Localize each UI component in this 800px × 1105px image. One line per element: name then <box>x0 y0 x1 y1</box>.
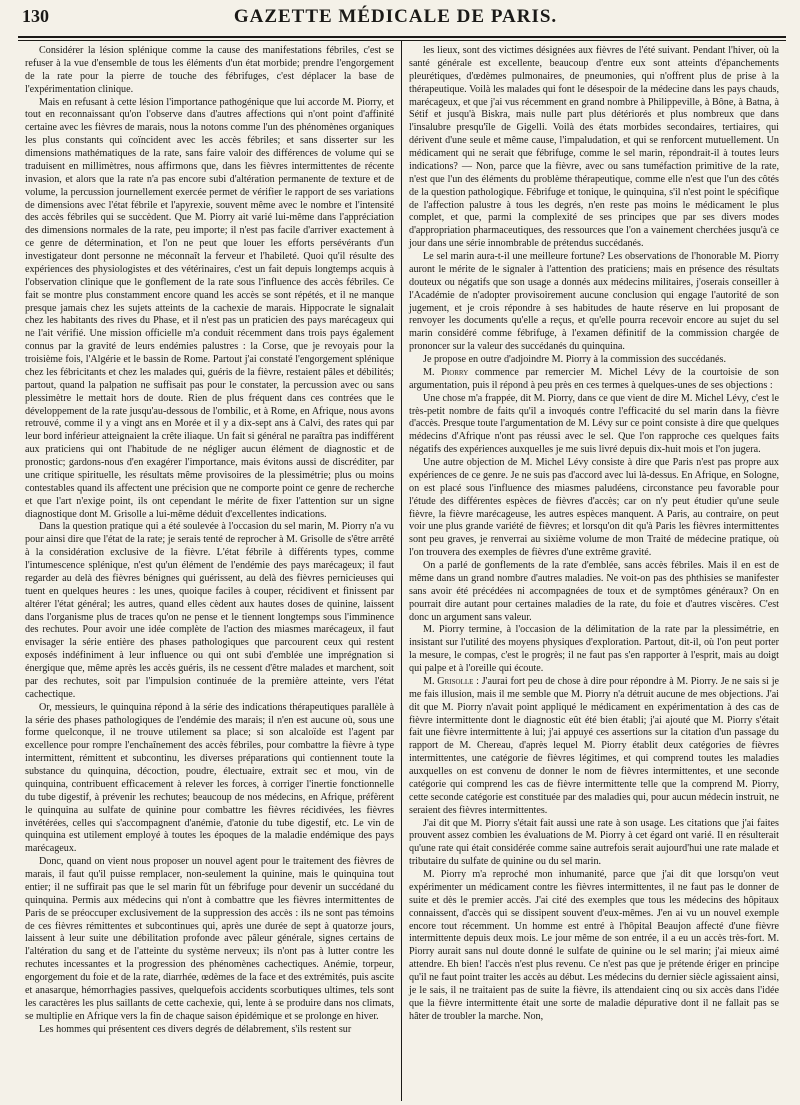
paragraph-text: M. Piorry termine, à l'occasion de la délimitation de la rate par la plessimétrie, en insistant sur l'utilité des moyens physiques d'exploration. Partout, dit-il, où l'on peut porter la mesure, le compas, c'est le progrès; il ne faut pas s'en rapporter à l'esprit, mais au doigt qui palpe et à l'oreille qui écoute. <box>409 624 779 674</box>
paragraph-text: Une chose m'a frappée, dit M. Piorry, dans ce que vient de dire M. Michel Lévy, c'est le très-petit nombre de faits qu'il a invoqués contre l'efficacité du sel marin dans la fièvre d'accès. Presque toute l'argumentation de M. Lévy sur ce point consiste à dire que quelques médecins d'Afrique n'ont pas réussi avec le sel. Que l'on rapproche ces quelques faits négatifs des expériences auxquelles je me suis livré depuis dix-huit mois et l'on jugera. <box>409 392 779 456</box>
paragraph-text: : J'aurai fort peu de chose à dire pour répondre à M. Piorry. Je ne sais si je me fais illusion, mais il me semble que M. Piorry n'a détruit aucune de mes objections. J'ai dit que M. Piorry n'avait point appliqué le médicament en expérimentation à des cas de fièvre intermittente dont le diagnostic eût été bien établi; j'ai ajouté que M. Piorry s'était fait une fièvre intermittente à lui; j'ai appuyé ces assertions sur la citation d'un passage du rapport de M. Chereau, d'après lequel M. Piorry établit deux catégories de fièvres intermittentes, une catégorie de fièvres légitimes, et qui comprend toutes les maladies auxquelles on est convenu de donner le nom de fièvres intermittentes, et une seconde catégorie qui comprend les cas de fièvre intermittente telle que la comprend M. Piorry, cette seconde catégorie est constituée par des maladies qui, pour aucun médecin instruit, ne seraient des fièvres intermittentes. <box>409 675 780 816</box>
page-number: 130 <box>22 6 49 26</box>
paragraph <box>25 856 394 1023</box>
paragraph <box>409 818 779 870</box>
paragraph <box>409 354 779 367</box>
paragraph-text: Mais en refusant à cette lésion l'importance pathogénique que lui accorde M. Piorry, et tout en reconnaissant qu'on l'observe dans d'autres affections qui n'ont point d'affinité certaine avec les fièvres de marais, nous la notons comme l'un des phénomènes organiques les plus constants qui coïncident avec les accès fébriles; et sans disserter sur les dimensions mathématiques de la rate, sans faire valoir des différences de volume qui se traduisent en millimètres, nous affirmons que, dans les fièvres intermittentes de récente invasion, et alors que la rate n'a pas encore subi d'altération permanente de texture et de volume, la percussion journellement exercée permet de vérifier le rapport de ses variations de dimensions avec l'état fébrile et l'apyrexie, souvent même avec le nombre et l'intensité des accès fébriles qui se succèdent. Que M. Piorry ait varié lui-même dans l'appréciation des dimensions normales de la rate, peu importe; il n'est pas facile d'arriver exactement à ce genre de détermination, et l'on ne peut que louer les efforts persévérants d'un investigateur dont personne ne méconnaît la ferveur et l'habileté. Quoi qu'il résulte des expériences des physiologistes et des vétérinaires, c'est un fait depuis longtemps acquis à l'observation clinique que le gonflement de la rate sous l'influence des accès fébriles. Ce fait se montre plus constamment encore quand les accès se sont répétés, et il ne manque presque jamais chez les sujets atteints de la cachexie de marais. Hippocrate le signalait chez les habitants des rives du Phase, et il n'est pas un praticien des pays marécageux qui ne l'ait vérifié. Une mission officielle m'a conduit récemment dans trois pays également connus par la gravité de leurs endémies palustres : la Corse, que je revoyais pour la troisième fois, l'Algérie et le bassin de Rome. Partout j'ai constaté l'engorgement splénique chez les fébricitants et chez les malades qui, guéris de la fièvre, restaient pâles et débilités; partout, quand la palpation ne suffisait pas pour le constater, la percussion avec ou sans plessimètre le mettait hors de doute. Rien de plus fréquent dans ces contrées que le développement de la rate jusqu'au-dessous de l'ombilic, et à Rome, en Afrique, nous avons retrouvé, comme il y a vingt ans en Morée et il y a dix-sept ans à Calvi, des rates qui par leur bord inférieur atteignaient la crête iliaque. Un fait si général ne paraîtra pas indifférent aux praticiens qui ont l'habitude de ne négliger aucun élément de diagnostic et de pronostic; gardons-nous d'en exagérer l'importance, mais évitons aussi de discréditer, par une critique spirituelle, les résultats même provisoires de la plessimétrie; plus ou moins contestables quand ils affectent une précision que ne comporte point ce genre de recherche et que l'art n'exige point, ils ont cependant le mérite de fixer l'attention sur un signe diagnostique dont M. Grisolle a lui-même déduit d'excellentes indications. <box>25 96 394 520</box>
paragraph-text: les lieux, sont des victimes désignées aux fièvres de l'été suivant. Pendant l'hiver, où la santé générale est excellente, beaucoup d'entre eux sont atteints d'épanchements pleurétiques, d'œdèmes pulmonaires, de pneumonies, qui n'offrent plus de prise à la thérapeutique. Voilà les malades qui font le désespoir de la médecine dans les pays chauds, marécageux, et que j'ai vus récemment en grand nombre à Philippeville, à Bône, à Batna, à Sétif et jusqu'à Biskra, mais nulle part plus détériorés et plus nombreux que dans l'insalubre presqu'île de Gigelli. Voilà des états morbides secondaires, tertiaires, qui dérivent d'une seule et même cause, l'impaludation, et qui se renforcent mutuellement. Un médicament qui ne serait que fébrifuge, comme le sel marin, répondrait-il à toutes leurs indications? — Non, parce que la fièvre, avec ou sans tuméfaction primitive de la rate, n'est que l'un des éléments du problème thérapeutique, comme elle n'est que l'un des côtés de la question pathologique. Fébrifuge et tonique, le quinquina, s'il n'est point le spécifique de l'affection palustre à tous les degrés, n'en reste pas moins le médicament le plus complet, et que, parmi la complexité de ses principes que par ses divers modes d'appropriation pharmaceutiques, des ressources que l'on a vainement cherchées jusqu'à ce jour dans une série innombrable de prétendus succédanés. <box>409 45 779 250</box>
paragraph <box>25 1024 394 1037</box>
paragraph-text: commence par remercier M. Michel Lévy de la courtoisie de son argumentation, puis il répond à peu près en ces termes à quelques-unes de ses objections : <box>409 366 779 391</box>
journal-title: GAZETTE MÉDICALE DE PARIS. <box>233 6 558 27</box>
paragraph-text: Le sel marin aura-t-il une meilleure fortune? Les observations de l'honorable M. Piorry auront le mérite de le signaler à l'attention des praticiens; mais en présence des résultats douteux ou négatifs que son usage a donnés aux médecins militaires, j'oserais conseiller à l'Académie de n'adopter provisoirement aucune conclusion qui engage l'autorité de son jugement, et je crois répondre à ses habitudes de haute réserve en lui proposant de renvoyer les documents qu'elle a reçus, et qu'elle pourra recevoir encore au sujet du sel marin considéré comme fébrifuge, à l'examen définitif de la commission chargée de prononcer sur la valeur des succédanés du quinquina. <box>409 251 779 353</box>
paragraph <box>409 367 779 393</box>
paragraph-text: M. Piorry m'a reproché mon inhumanité, parce que j'ai dit que lorsqu'on veut expérimenter un médicament contre les fièvres intermittentes, il ne faut pas le donner de suite et dès le premier accès. J'ai cité des exemples que tous les médecins des hôpitaux connaissent, d'accès qui se dissipent souvent d'eux-mêmes. J'en ai vu un nouvel exemple encore tout récemment. Un homme est entré à l'hôpital Beaujon affecté d'une fièvre intermittente depuis deux mois. Le jour même de son entrée, il a eu un accès très-fort. M. Piorry aurait sans nul doute donné le sulfate de quinine ou le sel marin; j'ai mieux aimé attendre. Eh bien! l'accès n'est plus revenu. Ce n'est pas que je prétende ériger en principe qu'il ne faut point traiter les accès au début. Les médecins du dernier siècle agissaient ainsi, je le sais, il ne traitaient pas de suite la fièvre, ils attendaient cinq ou six accès dans l'idée que la fièvre intermittente était une sorte de maladie dépurative dont il ne fallait pas se hâter de troubler la marche. Non, <box>409 869 779 1022</box>
speaker-name: M. Grisolle <box>423 675 474 687</box>
paragraph <box>25 97 394 522</box>
paragraph-text: Considérer la lésion splénique comme la cause des manifestations fébriles, c'est se refuser à la vue d'ensemble de tous les éléments d'un état morbide; prendre l'engorgement de la rate pour la pierre de touche des fébrifuges, c'est déplacer la base de l'expérimentation clinique. <box>25 45 394 95</box>
paragraph-text: Une autre objection de M. Michel Lévy consiste à dire que Paris n'est pas propre aux expériences de ce genre. Je ne suis pas d'accord avec lui là-dessus. En Afrique, en Sologne, on est placé sous l'influence des miasmes paludéens, circonstance peu favorable pour l'étude des différentes espèces de fièvres d'accès; car on n'y peut étudier qu'une seule fièvre, la fièvre marécageuse, les autres espèces manquent. A Paris, au contraire, on peut voir une plus grande variété de fièvres; et lorsqu'on dit qu'à Paris les fièvres intermittentes sont peu graves, je renverrai au sixième volume de mon Traité de médecine pratique, où l'on trouvera des exemples de fièvres d'une extrême gravité. <box>409 457 779 559</box>
page-header <box>18 6 786 38</box>
paragraph-text: Or, messieurs, le quinquina répond à la série des indications thérapeutiques parallèle à la série des phases pathologiques de l'endémie des marais; il n'en est aucune où, sous une forme quelconque, il ne trouve utilement sa place; si son alcaloïde est l'agent par excellence pour rompre l'enchaînement des accès fébriles, pour combattre la fièvre à type intermittent, rémittent et subcontinu, les diverses préparations qui contiennent toute la substance du quinquina, décoction, poudre, électuaire, extrait sec et mou, vin de quinquina, contribuent efficacement à relever les forces, à corriger l'inertie fonctionnelle du tube digestif, à prévenir les rechutes; beaucoup de nos médecins, en Afrique, préfèrent le quinquina au sulfate de quinine pour combattre les fièvres récidivées, les fièvres invétérées, celles qui s'accompagnent d'anémie, d'atonie du tube digestif, etc. Le vin de quinquina est utilement employé à toutes les époques de la maladie endémique des pays marécageux. <box>25 701 394 855</box>
paragraph <box>409 457 779 560</box>
paragraph-text: On a parlé de gonflements de la rate d'emblée, sans accès fébriles. Mais il en est de même dans un grand nombre d'autres maladies. Ne voit-on pas des phthisies se manifester sans avoir été précédées ni accompagnées de toux et de symptômes généraux? On en pourrait dire autant pour certaines maladies de la rate, du foie et d'autres viscères. C'est donc un argument sans valeur. <box>409 560 779 623</box>
left-column <box>18 41 402 1101</box>
paragraph <box>409 869 779 1024</box>
article-columns <box>18 41 786 1101</box>
paragraph <box>409 393 779 457</box>
paragraph <box>25 702 394 857</box>
paragraph <box>409 676 779 818</box>
paragraph <box>25 45 394 97</box>
paragraph-text: Les hommes qui présentent ces divers degrés de délabrement, s'ils restent sur <box>39 1023 352 1035</box>
paragraph-text: Donc, quand on vient nous proposer un nouvel agent pour le traitement des fièvres de marais, il faut qu'il puisse remplacer, non-seulement la quinine, mais le quinquina tout entier; il ne suffirait pas que le sel marin fût un fébrifuge pour devenir un succédané du quinquina. Permis aux médecins qui n'ont à combattre que les fièvres intermittentes de Paris de se préoccuper exclusivement de la suppression des accès : ils ne sont pas témoins de ces fièvres rémittentes et subcontinues qui, après une durée de sept à quatorze jours, laissent à leur suite une débilitation profonde avec pâleur générale, signes certains de l'altération du sang et de l'atteinte du système nerveux; ils n'ont pas à lutter contre les rechutes incessantes et la progression des phénomènes cachectiques. Anémie, torpeur, engorgement du foie et de la rate, diarrhée, œdèmes de la face et des extrémités, puis ascite et anasarque, hémorrhagies passives, quelquefois accidents scorbutiques ultimes, tels sont les caractères les plus saillants de cette cachexie, qui, lente à se produire dans nos climats, se multiplie en Afrique vers la fin de chaque saison épidémique et se prolonge en hiver. <box>25 856 394 1022</box>
paragraph <box>409 45 779 251</box>
right-column <box>402 41 786 1101</box>
paragraph <box>25 521 394 701</box>
paragraph <box>409 624 779 676</box>
speaker-name: M. Piorry <box>423 366 469 378</box>
paragraph <box>409 560 779 624</box>
paragraph <box>409 251 779 354</box>
paragraph-text: Dans la question pratique qui a été soulevée à l'occasion du sel marin, M. Piorry n'a vu pour ainsi dire que l'état de la rate; je serais tenté de reprocher à M. Grisolle de s'être arrêté à la considération exclusive de la fièvre. L'état fébrile à différents types, comme l'intumescence splénique, n'est qu'un élément de l'endémie des pays marécageux; il faut regarder au delà des fièvres bénignes qui guérissent, au delà des fièvres pernicieuses qui tuent en quelques heures : les unes, quoique faciles à couper, récidivent et finissent par altérer l'état général; les autres, quand elles cèdent aux hautes doses de quinine, laissent dans l'organisme plus de traces qu'on ne pense et le tiennent longtemps sous l'imminence des rechutes. Pour avoir une idée complète de l'action des miasmes marécageux, il faut envisager la série entière des phases pathologiques que parcourent ceux qui restent exposés indéfiniment à leur influence ou qui ont subi d'emblée une imprégnation si énergique que, même après les accès guéris, ils ne cessent d'être malades et marchent, soit par des rechutes, soit par l'impulsion continuée de la première atteinte, vers l'état cachectique. <box>25 521 394 700</box>
paragraph-text: J'ai dit que M. Piorry s'était fait aussi une rate à son usage. Les citations que j'ai faites prouvent assez combien les évaluations de M. Piorry à cet égard ont varié. Il en résulterait qu'une rate qui était considérée comme saine autrefois serait aujourd'hui une rate malade et tributaire du sulfate de quinine ou du sel marin. <box>409 817 779 868</box>
paragraph-text: Je propose en outre d'adjoindre M. Piorry à la commission des succédanés. <box>423 354 726 365</box>
